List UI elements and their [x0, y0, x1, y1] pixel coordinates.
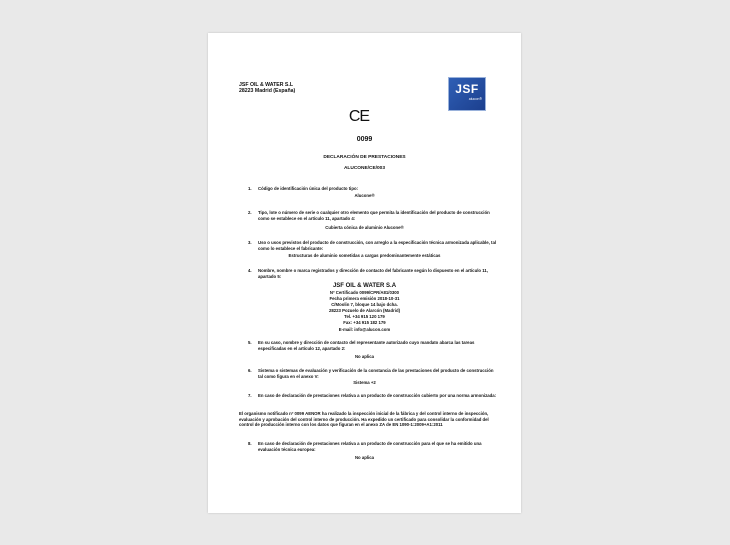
- list-item: [248, 210, 498, 221]
- list-item: [248, 268, 498, 279]
- ce-mark-icon: CE: [348, 108, 370, 125]
- item-answer: No aplica: [354, 455, 375, 460]
- jsf-logo: [448, 77, 486, 111]
- item-question: Nombre, nombre o marca registrados y dirección de contacto del fabricante según lo dispuesto en el artículo 11, apartado 5:: [258, 268, 488, 279]
- manufacturer-fax: Fax: +34 915 182 179: [343, 320, 386, 326]
- list-item: [248, 441, 498, 452]
- manufacturer-name: JSF OIL & WATER S.A: [332, 283, 397, 289]
- list-item: [248, 186, 498, 192]
- item-number: 8.: [248, 441, 252, 446]
- item-number: 5.: [248, 340, 252, 345]
- list-item: [248, 393, 498, 399]
- item-number: 2.: [248, 210, 252, 215]
- item-answer: No aplica: [354, 354, 375, 359]
- item-number: 7.: [248, 393, 252, 398]
- manufacturer-certificate: Nº Certificado 0099/CPR/A81/0300: [329, 290, 400, 295]
- notified-body-number: 0099: [356, 136, 373, 143]
- item-answer: Sistema +2: [353, 380, 376, 385]
- item-number: 1.: [248, 186, 252, 191]
- document-title: DECLARACIÓN DE PRESTACIONES: [323, 155, 406, 160]
- notified-body-paragraph: El organismo notificado nº 0099 AENOR ha realizado la inspección inicial de la fábrica y del control interno de inspección, evaluación y aprobación del control interno de producción. Ha expedido un certificado para consolidar la conformidad del control de producción interno con los datos que figuran en el anexo ZA de EN 1090-1:2009+A1:2011: [239, 411, 489, 428]
- list-item: [248, 368, 498, 379]
- list-item: [248, 240, 498, 251]
- manufacturer-address-2: 28223 Pozuelo de Alarcón (Madrid): [329, 308, 400, 314]
- document-code: ALUCONE/CE/003: [343, 166, 386, 171]
- item-question: En caso de declaración de prestaciones relativa a un producto de construcción para el que se ha emitido una evaluación técnica europea:: [258, 441, 482, 452]
- item-question: Tipo, lote o número de serie o cualquier otro elemento que permita la identificación del producto de construcción como se establece en el artículo 11, apartado 4:: [258, 210, 490, 221]
- item-answer: Alucone®: [354, 193, 375, 198]
- logo-brand: JSF: [455, 82, 479, 96]
- company-address: [239, 82, 295, 95]
- item-answer: Estructuras de aluminio sometidas a cargas predominantemente estáticas: [288, 253, 441, 258]
- manufacturer-tel: Tel. +34 915 120 179: [344, 314, 385, 320]
- company-city: 28223 Madrid (España): [239, 88, 296, 95]
- item-question: En su caso, nombre y dirección de contacto del representante autorizado cuyo mandato abarca las tareas especificadas en el artículo 12, apartado 2:: [258, 340, 475, 351]
- item-question: En caso de declaración de prestaciones relativa a un producto de construcción cubierto por una norma armonizada:: [258, 393, 497, 398]
- item-number: 6.: [248, 368, 252, 373]
- list-item: [248, 340, 498, 351]
- manufacturer-contact: [208, 282, 521, 333]
- item-question: Uso o usos previstos del producto de construcción, con arreglo a la especificación técnica armonizada aplicable, tal como lo establece el fabricante:: [258, 240, 497, 251]
- manufacturer-address-1: C/Moolin 7, bloque 14 bajo dcha.: [331, 302, 398, 308]
- logo-tagline: alucon®: [468, 97, 482, 101]
- item-answer: Cubierta cónica de aluminio Alucone®: [325, 225, 404, 230]
- manufacturer-first-issue: Fecha primera emisión 2018-10-31: [329, 296, 400, 302]
- document-page: [208, 33, 521, 513]
- item-number: 3.: [248, 240, 252, 245]
- manufacturer-email: E-mail: info@alucon.com: [338, 326, 391, 332]
- item-question: Código de identificación única del producto tipo:: [258, 186, 359, 191]
- item-number: 4.: [248, 268, 252, 273]
- item-question: Sistema o sistemas de evaluación y verificación de la constancia de las prestaciones del producto de construcción tal como figura en el anexo V:: [258, 368, 494, 379]
- company-name: JSF OIL & WATER S.L: [239, 82, 293, 88]
